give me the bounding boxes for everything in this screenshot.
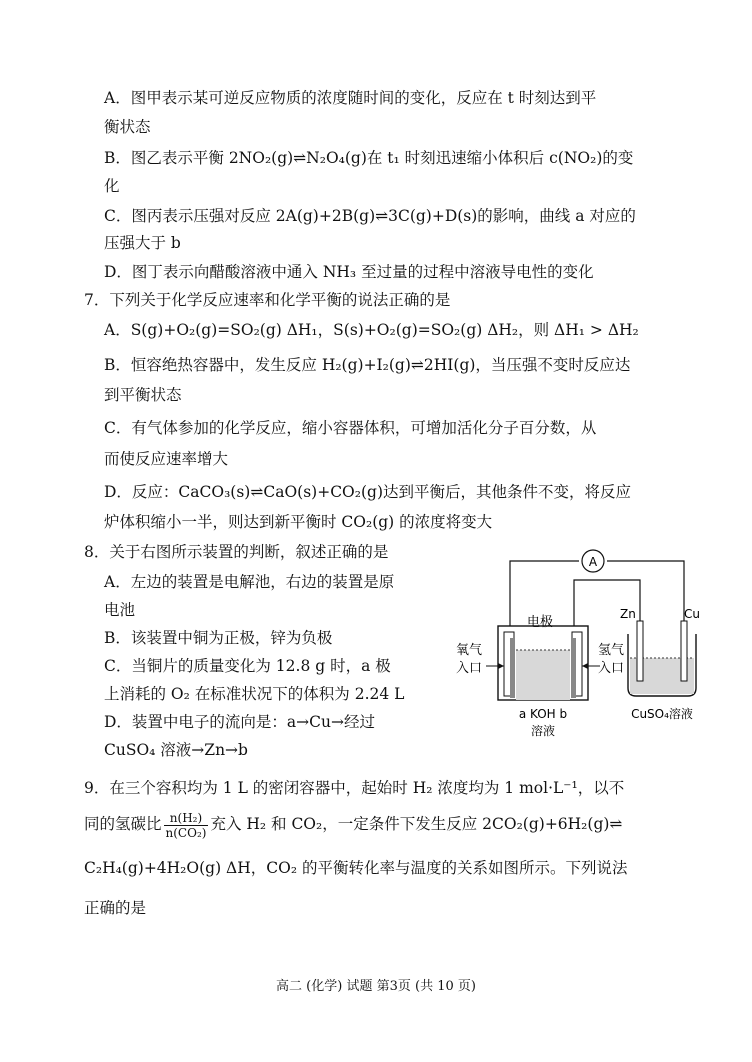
hydrogen-carbon-ratio-fraction xyxy=(164,811,209,840)
q9-line4: 正确的是 xyxy=(84,899,147,917)
q7-option-c-line2: 而使反应速率增大 xyxy=(104,450,229,468)
q9-line2 xyxy=(84,808,622,840)
fraction-denominator: n(CO₂) xyxy=(165,825,207,840)
q7-option-d-line2: 炉体积缩小一半，则达到新平衡时 CO₂(g) 的浓度将变大 xyxy=(104,513,493,531)
koh-electrolyte xyxy=(516,650,570,700)
ammeter-label: A xyxy=(588,555,598,569)
q7-stem: 7．下列关于化学反应速率和化学平衡的说法正确的是 xyxy=(84,291,451,309)
q6-option-b-line2: 化 xyxy=(104,177,120,195)
q9-line2-prefix: 同的氢碳比 xyxy=(84,815,162,833)
hydrogen-inlet-label-2: 入口 xyxy=(598,661,625,676)
page-footer: 高二 (化学) 试题 第3页 (共 10 页) xyxy=(276,979,476,994)
q6-option-c-line1: C．图丙表示压强对反应 2A(g)+2B(g)⇌3C(g)+D(s)的影响，曲线 a 对应的 xyxy=(104,207,636,225)
hydrogen-inlet-label-1: 氢气 xyxy=(598,643,625,658)
zinc-electrode xyxy=(637,621,643,681)
fuel-cell-apparatus-diagram xyxy=(448,546,706,756)
q7-option-d-line1: D．反应：CaCO₃(s)⇌CaO(s)+CO₂(g)达到平衡后，其他条件不变，将反应 xyxy=(104,483,631,501)
q6-option-b-line1: B．图乙表示平衡 2NO₂(g)⇌N₂O₄(g)在 t₁ 时刻迅速缩小体积后 c(NO₂)的变 xyxy=(104,149,634,167)
q9-line1: 9．在三个容积均为 1 L 的密闭容器中，起始时 H₂ 浓度均为 1 mol·L⁻¹，以不 xyxy=(84,779,625,797)
copper-electrode xyxy=(681,621,687,681)
fraction-numerator: n(H₂) xyxy=(164,811,209,826)
oxygen-inlet-label-2: 入口 xyxy=(456,661,483,676)
cu-label: Cu xyxy=(684,607,700,621)
electrode-a xyxy=(510,638,515,698)
zn-label: Zn xyxy=(620,607,636,621)
q9-line3: C₂H₄(g)+4H₂O(g) ΔH，CO₂ 的平衡转化率与温度的关系如图所示。下列说法 xyxy=(84,859,628,877)
q6-option-c-line2: 压强大于 b xyxy=(104,234,181,252)
cuso4-label: CuSO₄溶液 xyxy=(631,707,693,721)
q6-option-a-line2: 衡状态 xyxy=(104,118,151,136)
q8-option-d-line2: CuSO₄ 溶液→Zn→b xyxy=(104,741,248,759)
q8-option-c-line2: 上消耗的 O₂ 在标准状况下的体积为 2.24 L xyxy=(104,685,405,703)
q8-option-d-line1: D．装置中电子的流向是：a→Cu→经过 xyxy=(104,713,375,731)
koh-label: a KOH b xyxy=(518,707,568,721)
q8-option-a-line1: A．左边的装置是电解池，右边的装置是原 xyxy=(104,573,395,591)
q7-option-b-line1: B．恒容绝热容器中，发生反应 H₂(g)+I₂(g)⇌2HI(g)，当压强不变时反应达 xyxy=(104,356,631,374)
electrode-label: 电极 xyxy=(526,615,554,630)
q7-option-a: A．S(g)+O₂(g)=SO₂(g) ΔH₁，S(s)+O₂(g)=SO₂(g) ΔH₂，则 ΔH₁ > ΔH₂ xyxy=(104,321,639,339)
q8-option-a-line2: 电池 xyxy=(104,601,136,619)
q6-option-d: D．图丁表示向醋酸溶液中通入 NH₃ 至过量的过程中溶液导电性的变化 xyxy=(104,263,594,281)
q8-stem: 8．关于右图所示装置的判断，叙述正确的是 xyxy=(84,543,389,561)
q6-option-a-line1: A．图甲表示某可逆反应物质的浓度随时间的变化，反应在 t 时刻达到平 xyxy=(104,89,597,107)
q8-option-b: B．该装置中铜为正极，锌为负极 xyxy=(104,629,333,647)
q7-option-b-line2: 到平衡状态 xyxy=(104,386,182,404)
q7-option-c-line1: C．有气体参加的化学反应，缩小容器体积，可增加活化分子百分数，从 xyxy=(104,419,597,437)
oxygen-inlet-label-1: 氧气 xyxy=(456,643,483,658)
electrode-b xyxy=(571,638,576,698)
q9-line2-suffix: 充入 H₂ 和 CO₂，一定条件下发生反应 2CO₂(g)+6H₂(g)⇌ xyxy=(210,815,623,833)
q8-option-c-line1: C．当铜片的质量变化为 12.8 g 时，a 极 xyxy=(104,657,391,675)
koh-solution-label: 溶液 xyxy=(530,724,556,738)
